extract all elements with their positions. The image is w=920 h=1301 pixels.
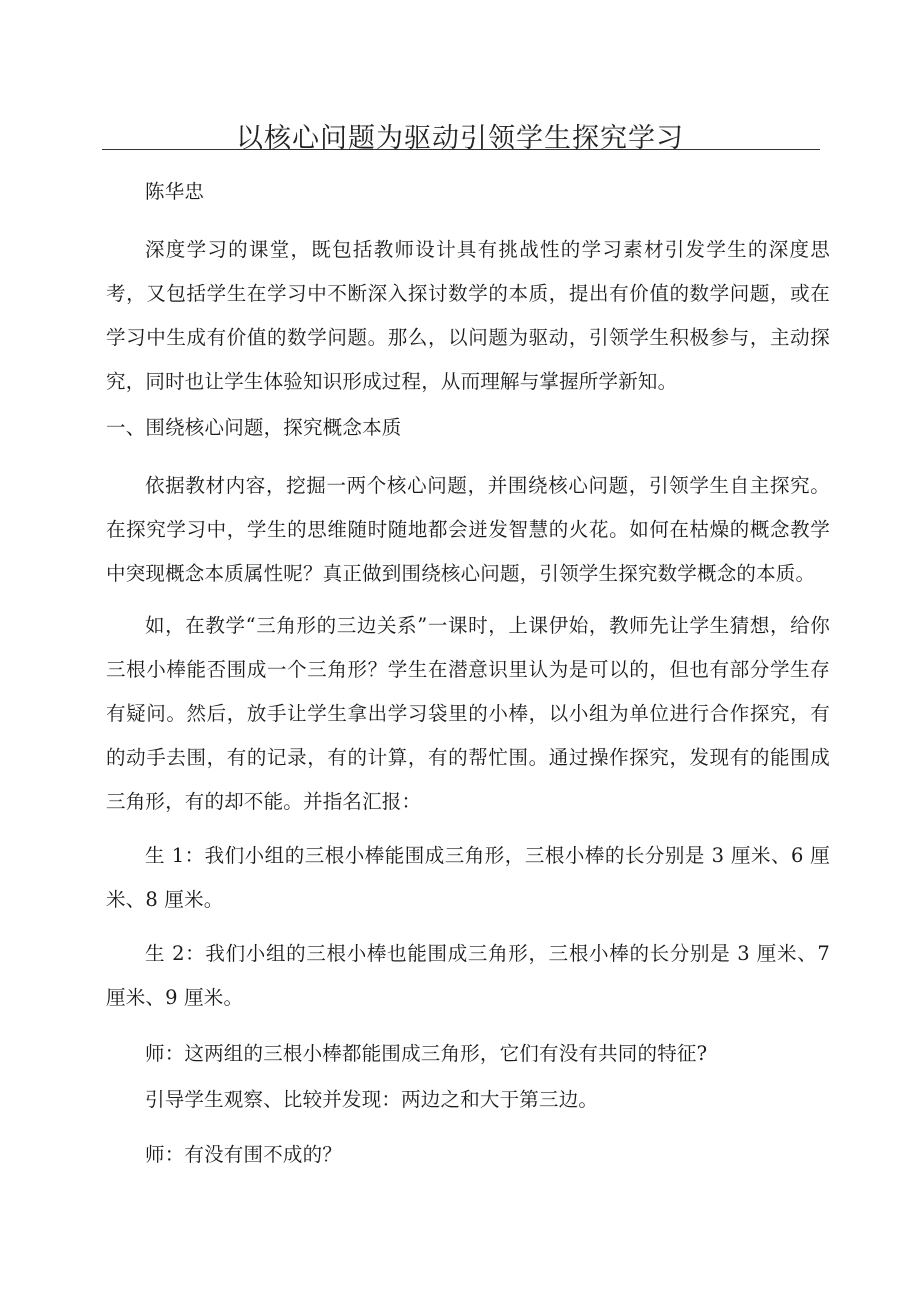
document-title: 以核心问题为驱动引领学生探究学习 (236, 123, 684, 154)
body-paragraph-2: 如，在教学“三角形的三边关系”一课时，上课伊始，教师先让学生猜想，给你三根小棒能否围成一个三角形？学生在潜意识里认为是可以的，但也有部分学生存有疑问。然后，放手让学生拿出学习袋里的小棒，以小组为单位进行合作探究，有的动手去围，有的记录，有的计算，有的帮忙围。通过操作探究，发现有的能围成三角形，有的却不能。并指名汇报： (106, 614, 830, 813)
author-name: 陈华忠 (145, 180, 205, 203)
intro-paragraph: 深度学习的课堂，既包括教师设计具有挑战性的学习素材引发学生的深度思考，又包括学生在学习中不断深入探讨数学的本质，提出有价值的数学问题，或在学习中生成有价值的数学问题。那么，以问题为驱动，引领学生积极参与，主动探究，同时也让学生体验知识形成过程，从而理解与掌握所学新知。 (106, 238, 830, 393)
teacher-question-2: 师：有没有围不成的？ (145, 1143, 343, 1166)
student-2-report: 生 2：我们小组的三根小棒也能围成三角形，三根小棒的长分别是 3 厘米、7 厘米、9 厘米。 (106, 942, 830, 1009)
section-heading-1: 一、围绕核心问题，探究概念本质 (106, 416, 402, 439)
body-paragraph-1: 依据教材内容，挖掘一两个核心问题，并围绕核心问题，引领学生自主探究。在探究学习中，学生的思维随时随地都会迸发智慧的火花。如何在枯燥的概念教学中突现概念本质属性呢？真正做到围绕核心问题，引领学生探究数学概念的本质。 (106, 474, 830, 585)
guidance-line: 引导学生观察、比较并发现：两边之和大于第三边。 (145, 1088, 599, 1111)
student-1-report: 生 1：我们小组的三根小棒能围成三角形，三根小棒的长分别是 3 厘米、6 厘米、8 厘米。 (106, 844, 830, 911)
title-underline (102, 149, 820, 150)
teacher-question-1: 师：这两组的三根小棒都能围成三角形，它们有没有共同的特征? (145, 1042, 708, 1065)
